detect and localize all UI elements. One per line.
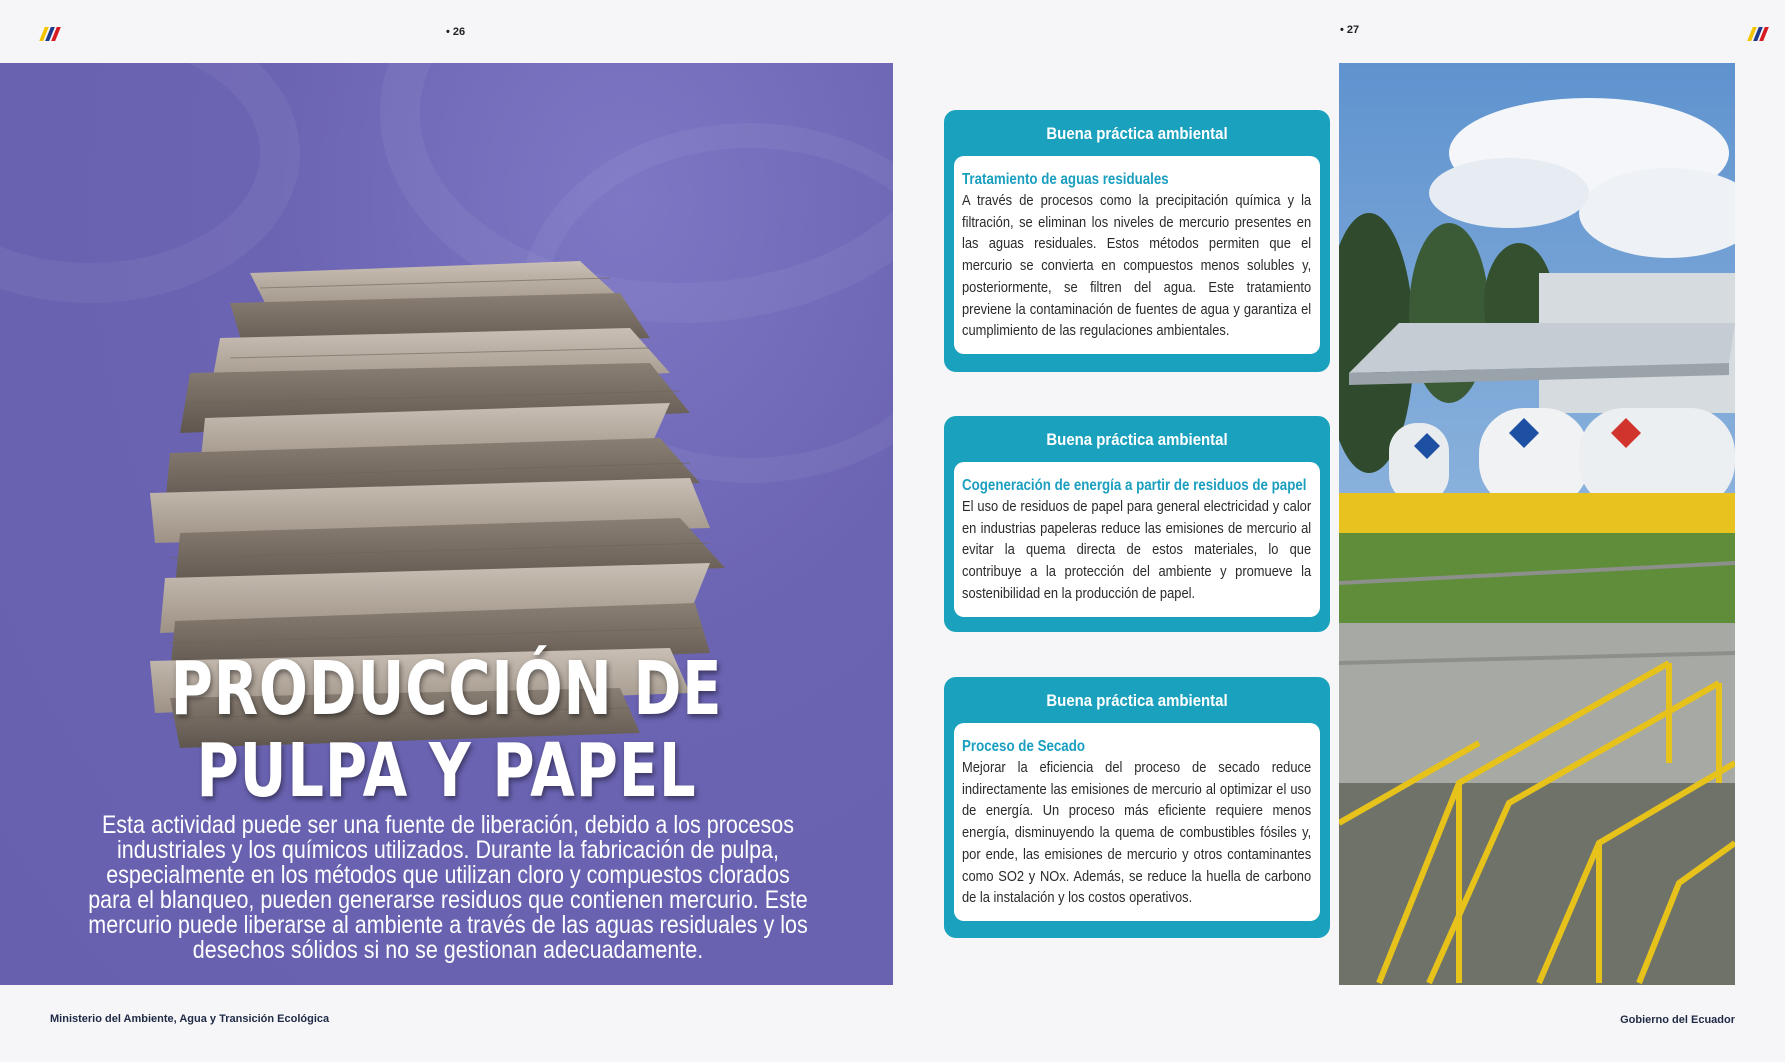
footer-government-name: Gobierno del Ecuador — [1620, 1014, 1735, 1026]
footer-ministry-name: Ministerio del Ambiente, Agua y Transición Ecológica — [50, 1013, 330, 1025]
practice-text: El uso de residuos de papel para general electricidad y calor en industrias papeleras reduce las emisiones de mercurio al evitar la quema directa de estos materiales, lo que contribuye a la protección del ambiente y promueve la sostenibilidad en la producción de papel. — [962, 498, 1312, 602]
practice-box-drying — [944, 677, 1330, 938]
practice-title: Cogeneración de energía a partir de residuos de papel — [962, 477, 1307, 494]
practice-box-body — [954, 462, 1320, 617]
practice-box-header: Buena práctica ambiental — [1046, 430, 1228, 449]
logo-stripes-right-icon — [1748, 27, 1770, 41]
practice-title: Proceso de Secado — [962, 738, 1085, 755]
practice-title: Tratamiento de aguas residuales — [962, 171, 1169, 188]
title-line-2: PULPA Y PAPEL — [196, 728, 697, 814]
page-title — [98, 648, 795, 812]
practice-box-body — [954, 723, 1320, 921]
left-hero-panel — [0, 63, 893, 985]
practice-box-header: Buena práctica ambiental — [1046, 691, 1228, 710]
industrial-plant-photo — [1339, 63, 1735, 985]
practice-box-wastewater — [944, 110, 1330, 372]
intro-paragraph: Esta actividad puede ser una fuente de liberación, debido a los procesos industriales y los químicos utilizados. Durante la fabricación de pulpa, especialmente en los métodos que utilizan cloro y compuestos clorados para el blanqueo, pueden generarse residuos que contienen mercurio. Este mercurio puede liberarse al ambiente a través de las aguas residuales y los desechos sólidos si no se gestionan adecuadamente. — [88, 811, 808, 964]
title-line-1: PRODUCCIÓN DE — [170, 646, 723, 732]
industrial-plant-illustration — [1339, 63, 1735, 985]
page-number-left: • 26 — [446, 26, 466, 38]
practice-text: A través de procesos como la precipitación química y la filtración, se eliminan los niveles de mercurio presentes en las aguas residuales. Estos métodos permiten que el mercurio se convierta en compuestos menos solubles y, posteriormente, se filtren del agua. Este tratamiento previene la contaminación de fuentes de agua y garantiza el cumplimiento de las regulaciones ambientales. — [962, 192, 1312, 340]
practice-box-header: Buena práctica ambiental — [1046, 124, 1228, 143]
logo-stripes-left-icon — [40, 27, 62, 41]
page-number-right: • 27 — [1340, 24, 1360, 36]
practice-box-body — [954, 156, 1320, 354]
practice-text: Mejorar la eficiencia del proceso de secado reduce indirectamente las emisiones de mercurio al optimizar el uso de energía. Un proceso más eficiente requiere menos energía, disminuyendo la quema de combustibles fósiles y, por ende, las emisiones de mercurio y otros contaminantes como SO2 y NOx. Además, se reduce la huella de carbono de la instalación y los costos operativos. — [962, 759, 1312, 907]
practice-box-cogeneration — [944, 416, 1330, 632]
